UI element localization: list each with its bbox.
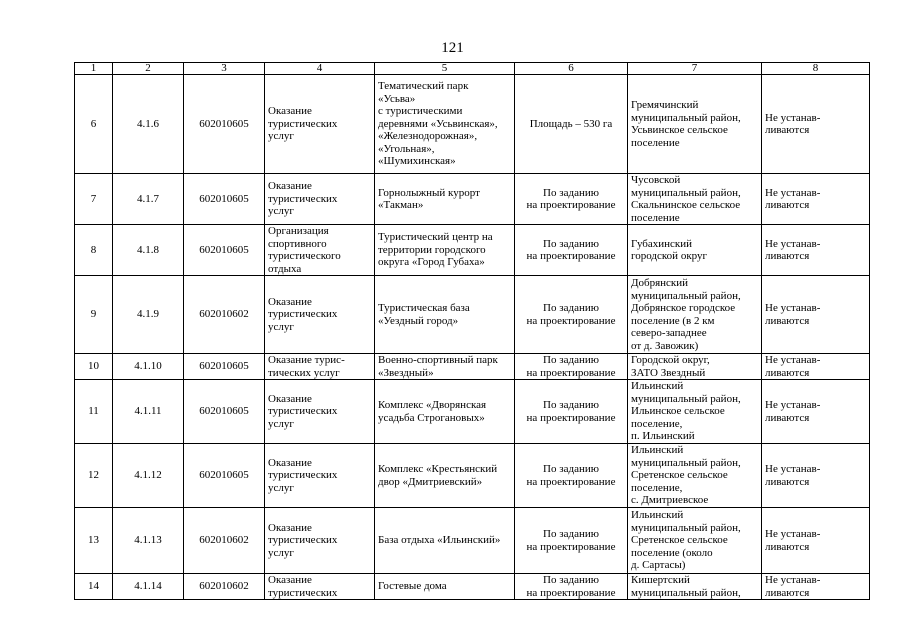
table-body [75,75,870,600]
object-name-line: Горнолыжный курорт [378,186,480,199]
capacity-line: По заданию [543,399,599,411]
object-name-line: «Такман» [378,199,424,211]
table-row [75,444,870,508]
location-line: поселение, [631,481,683,494]
object-name-line: округа «Город Губаха» [378,256,485,269]
activity-type-cell [265,444,375,508]
location-line: муниципальный район, [631,289,741,302]
zones-status-line: Не устанав- [765,111,821,124]
zones-status-line: Не устанав- [765,354,821,366]
column-number: 7 [628,63,762,75]
object-name-line: Туристический центр на [378,231,493,244]
activity-type-line: туристических [268,469,338,482]
location-line: Добрянское городское [631,302,736,314]
zones-status-line: ливаются [765,411,810,424]
object-name-cell [375,574,515,600]
location-line: п. Ильинский [631,430,695,443]
activity-type-line: услуг [268,417,294,430]
table-row [75,174,870,225]
column-number: 3 [184,63,265,75]
location-line: Гремячинский [631,99,699,111]
object-name-line: База отдыха «Ильинский» [378,534,501,547]
zones-status-cell [762,574,870,600]
location-line: от д. Завожик) [631,339,699,352]
column-number-row [75,63,870,75]
capacity-line: По заданию [543,574,599,586]
location-line: Чусовской [631,174,681,186]
activity-type-line: Оказание [268,392,312,405]
row-number-cell: 13 [75,508,113,574]
capacity-line: По заданию [543,463,599,475]
table-row [75,574,870,600]
zones-status-line: Не устанав- [765,302,821,314]
capacity-line: По заданию [543,186,599,199]
object-name-cell [375,508,515,574]
activity-type-line: Оказание [268,574,312,586]
location-line: Городской округ, [631,354,710,366]
activity-type-line: услуг [268,481,294,494]
capacity-line: на проектирование [526,540,616,553]
zones-status-line: Не устанав- [765,528,821,540]
table-row [75,75,870,174]
location-cell [628,508,762,574]
activity-type-line: туристического [268,250,341,262]
capacity-cell [515,380,628,444]
location-cell [628,354,762,380]
location-line: Сретенское сельское [631,469,728,482]
activity-type-line: услуг [268,130,294,143]
object-name-cell [375,75,515,174]
activity-type-cell [265,508,375,574]
zones-status-line: ливаются [765,475,810,488]
zones-status-line: ливаются [765,540,810,553]
activity-type-line: Оказание [268,295,312,308]
column-number: 6 [515,63,628,75]
okved-code-cell: 602010605 [184,354,265,380]
zones-status-cell [762,75,870,174]
column-number: 1 [75,63,113,75]
location-line: Добрянский [631,277,689,289]
item-code-cell: 4.1.9 [113,276,184,354]
document-table [74,62,870,600]
object-name-cell [375,354,515,380]
okved-code-cell: 602010605 [184,75,265,174]
activity-type-line: Оказание [268,105,312,118]
okved-code-cell: 602010605 [184,380,265,444]
object-name-line: с туристическими [378,105,463,118]
activity-type-line: туристических [268,192,338,205]
item-code-cell: 4.1.12 [113,444,184,508]
capacity-line: По заданию [543,528,599,540]
object-name-line: «Железнодорожная», [378,130,478,143]
okved-code-cell: 602010602 [184,574,265,600]
zones-status-line: Не устанав- [765,574,821,586]
zones-status-cell [762,444,870,508]
object-name-line: «Уездный город» [378,314,459,327]
activity-type-line: Оказание [268,456,312,469]
activity-type-line: отдыха [268,262,302,275]
capacity-line: на проектирование [526,314,616,327]
row-number-cell: 6 [75,75,113,174]
location-line: Сретенское сельское [631,534,728,547]
row-number-cell: 12 [75,444,113,508]
table-row [75,354,870,380]
activity-type-line: туристических [268,117,338,130]
object-name-line: Тематический парк [378,80,469,93]
object-name-line: территории городского [378,243,486,256]
object-name-line: деревнями «Усьвинская», [378,117,498,130]
location-line: Ильинский [631,444,684,457]
object-name-cell [375,174,515,225]
zones-status-line: ливаются [765,199,810,211]
okved-code-cell: 602010602 [184,508,265,574]
location-line: городской округ [631,250,708,262]
location-line: северо-западнее [631,327,707,339]
activity-type-cell [265,574,375,600]
capacity-line: на проектирование [526,199,616,211]
activity-type-line: туристических [268,534,338,547]
row-number-cell: 8 [75,225,113,276]
okved-code-cell: 602010605 [184,444,265,508]
object-name-line: «Угольная», [378,142,435,155]
item-code-cell: 4.1.11 [113,380,184,444]
object-name-cell [375,225,515,276]
column-number: 5 [375,63,515,75]
zones-status-cell [762,354,870,380]
activity-type-line: туристических [268,586,338,599]
item-code-cell: 4.1.8 [113,225,184,276]
zones-status-line: ливаются [765,586,810,599]
zones-status-line: Не устанав- [765,463,821,475]
capacity-line: на проектирование [526,475,616,488]
column-number: 2 [113,63,184,75]
column-number: 8 [762,63,870,75]
table-row [75,380,870,444]
capacity-cell [515,75,628,174]
table-row [75,508,870,574]
location-line: Усьвинское сельское [631,124,728,136]
location-line: поселение [631,211,680,224]
activity-type-cell [265,354,375,380]
activity-type-line: Оказание [268,180,312,193]
zones-status-cell [762,225,870,276]
zones-status-line: Не устанав- [765,237,821,250]
object-name-line: «Усьва» [378,92,416,105]
activity-type-line: услуг [268,546,294,559]
location-line: ЗАТО Звездный [631,366,706,379]
activity-type-line: спортивного [268,237,327,250]
okved-code-cell: 602010605 [184,225,265,276]
activity-type-line: туристических [268,308,338,321]
location-line: поселение [631,136,680,149]
item-code-cell: 4.1.13 [113,508,184,574]
item-code-cell: 4.1.10 [113,354,184,380]
activity-type-line: тических услуг [268,366,340,379]
okved-code-cell: 602010602 [184,276,265,354]
capacity-line: По заданию [543,237,599,250]
activity-type-line: Оказание [268,521,312,534]
object-name-line: Комплекс «Крестьянский [378,463,498,475]
capacity-cell [515,174,628,225]
capacity-cell [515,354,628,380]
capacity-cell [515,444,628,508]
row-number-cell: 9 [75,276,113,354]
object-name-cell [375,276,515,354]
object-name-line: «Шумихинская» [378,155,456,168]
table-row [75,276,870,354]
capacity-line: на проектирование [526,411,616,424]
location-cell [628,444,762,508]
zones-status-cell [762,508,870,574]
location-line: поселение, [631,417,683,430]
column-number: 4 [265,63,375,75]
object-name-cell [375,380,515,444]
row-number-cell: 10 [75,354,113,380]
capacity-line: Площадь – 530 га [529,117,613,130]
location-line: с. Дмитриевское [631,494,709,507]
object-name-line: Туристическая база [378,302,470,314]
location-cell [628,276,762,354]
location-line: муниципальный район, [631,586,741,599]
capacity-line: на проектирование [526,250,616,262]
row-number-cell: 14 [75,574,113,600]
item-code-cell: 4.1.14 [113,574,184,600]
activity-type-cell [265,174,375,225]
location-line: муниципальный район, [631,521,741,534]
item-code-cell: 4.1.6 [113,75,184,174]
object-name-line: Военно-спортивный парк [378,354,498,366]
zones-status-cell [762,174,870,225]
location-line: д. Сартасы) [631,559,686,572]
object-name-line: Комплекс «Дворянская [378,399,487,411]
capacity-cell [515,225,628,276]
location-line: Ильинский [631,509,684,522]
capacity-line: на проектирование [526,366,616,379]
okved-code-cell: 602010605 [184,174,265,225]
object-name-line: «Звездный» [378,366,434,379]
object-name-line: двор «Дмитриевский» [378,475,483,488]
location-line: поселение (в 2 км [631,314,715,327]
zones-status-cell [762,276,870,354]
zones-status-line: ливаются [765,366,810,379]
zones-status-line: ливаются [765,124,810,136]
capacity-line: По заданию [543,354,599,366]
location-cell [628,174,762,225]
activity-type-cell [265,276,375,354]
location-line: Кишертский [631,574,690,586]
object-name-cell [375,444,515,508]
location-line: поселение (около [631,546,713,559]
location-line: Скальнинское сельское [631,199,741,211]
activity-type-line: услуг [268,320,294,333]
zones-status-line: ливаются [765,314,810,327]
page-number: 121 [441,40,464,56]
location-line: муниципальный район, [631,186,741,199]
activity-type-line: Организация [268,225,329,237]
zones-status-cell [762,380,870,444]
location-line: Ильинский [631,380,684,393]
activity-type-cell [265,75,375,174]
location-line: муниципальный район, [631,456,741,469]
zones-status-line: Не устанав- [765,399,821,411]
object-name-line: Гостевые дома [378,580,447,593]
capacity-cell [515,574,628,600]
capacity-cell [515,276,628,354]
row-number-cell: 7 [75,174,113,225]
capacity-cell [515,508,628,574]
activity-type-line: Оказание турис- [268,354,345,366]
row-number-cell: 11 [75,380,113,444]
activity-type-cell [265,380,375,444]
activity-type-cell [265,225,375,276]
object-name-line: усадьба Строгановых» [378,411,485,424]
location-line: муниципальный район, [631,392,741,405]
capacity-line: По заданию [543,302,599,314]
location-line: Ильинское сельское [631,405,725,418]
zones-status-line: ливаются [765,250,810,262]
location-line: муниципальный район, [631,111,741,124]
activity-type-line: услуг [268,205,294,218]
activity-type-line: туристических [268,405,338,418]
zones-status-line: Не устанав- [765,186,821,199]
location-line: Губахинский [631,237,693,250]
table-row [75,225,870,276]
location-cell [628,574,762,600]
location-cell [628,75,762,174]
capacity-line: на проектирование [526,586,616,599]
location-cell [628,380,762,444]
item-code-cell: 4.1.7 [113,174,184,225]
location-cell [628,225,762,276]
